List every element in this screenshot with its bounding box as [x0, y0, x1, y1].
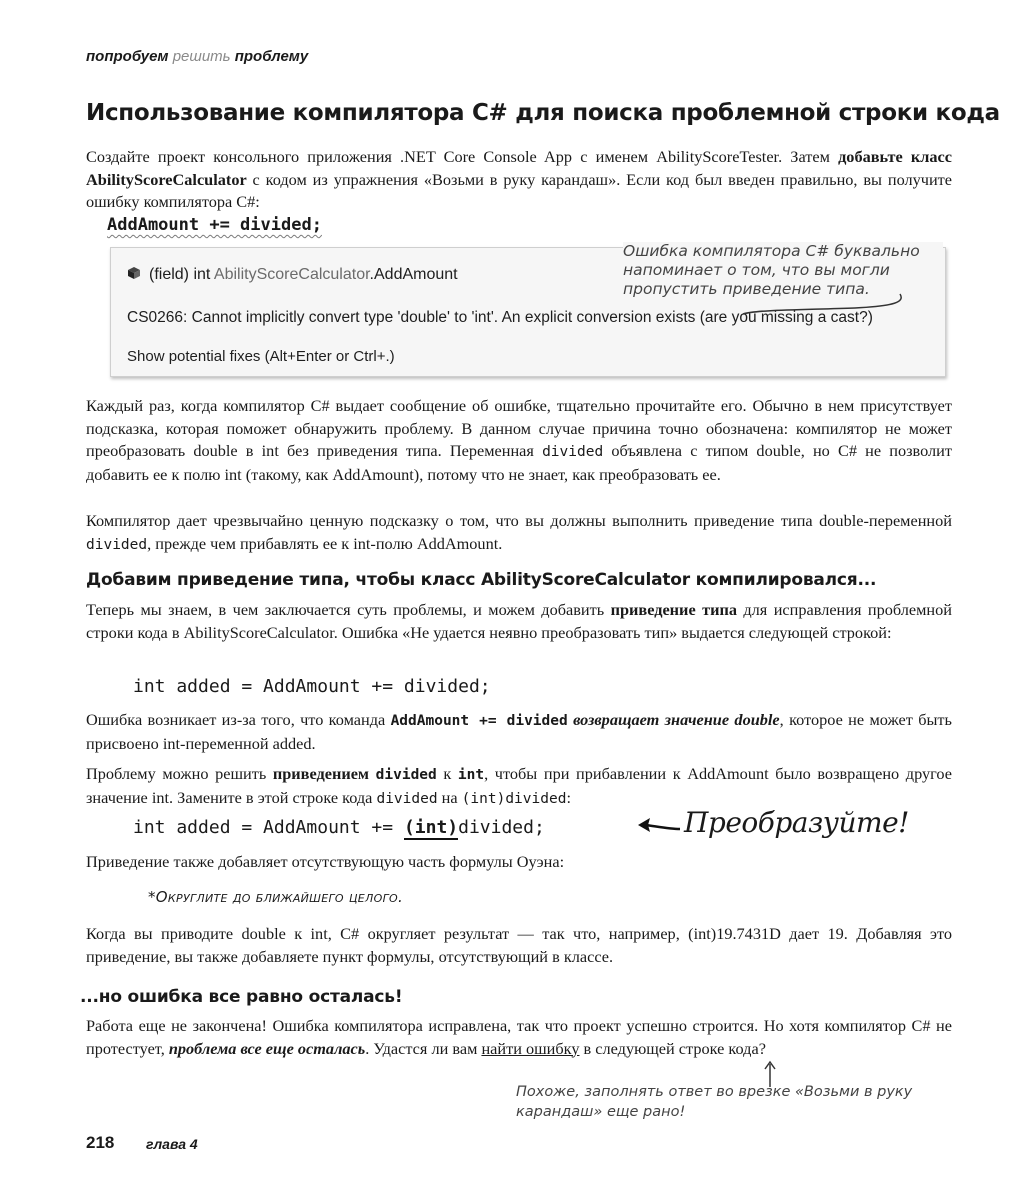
paragraph-add-cast — [86, 599, 952, 644]
para5-text-2: к — [436, 764, 458, 783]
subheading-still-error: ...но ошибка все равно осталась! — [80, 987, 403, 1007]
arrow-left-icon — [634, 815, 684, 839]
intro-text-2: с кодом из упражнения «Возьми в руку карандаш». Если код был введен правильно, вы получите ошибку компилятора C#: — [86, 169, 952, 211]
section-title: Использование компилятора C# для поиска проблемной строки кода — [86, 100, 1000, 126]
field-prefix: (field) int — [149, 266, 214, 283]
header-part1: попробуем — [86, 48, 169, 65]
code-line-cast — [133, 817, 545, 838]
para1-code: divided — [542, 444, 604, 460]
para5-bold: приведением — [272, 764, 370, 783]
para8-text-2: . Удастся ли вам — [365, 1038, 482, 1058]
annotation-convert: Преобразуйте! — [684, 806, 909, 839]
error-line-field — [127, 266, 458, 284]
para3-bold: приведение типа — [610, 600, 737, 619]
show-fixes-shortcut: (Alt+Enter or Ctrl+.) — [260, 348, 395, 365]
para5-code-2: int — [457, 767, 485, 783]
paragraph-rounding: Когда вы приводите double к int, C# округляет результат — так что, например, (int)19.7431D дает 19. Добавляя это приведение, вы также добавляете пункт формулы, отсутствующий в классе. — [86, 924, 952, 966]
intro-paragraph — [86, 146, 952, 214]
code-cast-pre: int added = AddAmount += — [133, 817, 404, 838]
para4-bold-italic: возвращает значение double — [573, 710, 780, 729]
paragraph-read-errors — [86, 395, 952, 486]
para1-text-2: объявлена с типом double, но C# не позволит добавить ее к полю int (такому, как AddAmount), потому что не знает, как преобразовать ее. — [86, 441, 952, 484]
code-cast-highlight: (int) — [403, 817, 459, 838]
code-line-added: int added = AddAmount += divided; — [133, 676, 491, 697]
para8-bold-italic: проблема все еще осталась — [168, 1038, 366, 1058]
formula-rule: *Округлите до ближайшего целого. — [148, 888, 404, 906]
intro-bold: добавьте класс AbilityScoreCalculator — [86, 147, 952, 189]
running-header — [86, 48, 308, 65]
field-member: .AddAmount — [369, 266, 458, 283]
header-part3: проблему — [234, 48, 309, 65]
para5-code-4: (int)divided — [461, 790, 567, 807]
para5-text-5: : — [566, 787, 571, 807]
para4-text-3: , которое не может быть присвоено int-переменной added. — [86, 710, 952, 753]
annotation-compiler-hint: Ошибка компилятора C# буквально напоминает о том, что вы могли пропустить приведение типа. — [623, 242, 943, 299]
para5-text-1: Проблему можно решить — [86, 764, 273, 783]
chapter-label: глава 4 — [146, 1136, 198, 1152]
paragraph-fix — [86, 763, 952, 810]
paragraph-owen-formula: Приведение также добавляет отсутствующую часть формулы Оуэна: — [86, 852, 565, 871]
para5-code-3: divided — [376, 790, 438, 807]
header-part2: решить — [172, 48, 231, 65]
para1-text-1: Каждый раз, когда компилятор C# выдает сообщение об ошибке, тщательно прочитайте его. Обычно в нем присутствует подсказка, которая поможет обнаружить проблему. В данном случае причина точно обозначена: компилятор не может преобразовать double в int без приведения типа. Переменная — [86, 396, 952, 460]
para2-text-1: Компилятор дает чрезвычайно ценную подсказку о том, что вы должны выполнить приведение типа double-переменной — [86, 511, 952, 530]
field-icon — [127, 266, 141, 280]
annotation-curve — [735, 292, 945, 322]
field-class: AbilityScoreCalculator — [213, 266, 370, 283]
annotation-too-early: Похоже, заполнять ответ во врезке «Возьми в руку карандаш» еще рано! — [516, 1084, 913, 1120]
para4-text-1: Ошибка возникает из-за того, что команда — [86, 710, 391, 729]
para8-text-3: в следующей строке кода? — [579, 1038, 766, 1058]
para3-text-1: Теперь мы знаем, в чем заключается суть проблемы, и можем добавить — [86, 600, 611, 619]
para8-underlined: найти ошибку — [481, 1038, 580, 1058]
show-fixes-link[interactable]: Show potential fixes — [127, 348, 261, 365]
error-message: CS0266: Cannot implicitly convert type 'double' to 'int'. An explicit conversion exists (are you missing a cast?) — [127, 309, 873, 326]
paragraph-error-reason — [86, 709, 952, 755]
show-fixes-row — [127, 348, 395, 365]
para2-text-2: , прежде чем прибавлять ее к int-полю AddAmount. — [147, 533, 503, 553]
intro-text-1: Создайте проект консольного приложения .NET Core Console App с именем AbilityScoreTester. Затем — [86, 147, 839, 166]
para3-text-2: для исправления проблемной строки кода в AbilityScoreCalculator. Ошибка «Не удается неявно преобразовать тип» выдается следующей строкой: — [86, 600, 952, 642]
para2-code: divided — [86, 536, 148, 553]
subheading-add-cast: Добавим приведение типа, чтобы класс AbilityScoreCalculator компилировался... — [86, 570, 877, 590]
para8-text-1: Работа еще не закончена! Ошибка компилятора исправлена, так что проект успешно строится. Но хотя компилятор C# не протестует, — [86, 1016, 952, 1058]
page-number: 218 — [86, 1133, 115, 1152]
para5-text-4: на — [437, 787, 462, 807]
code-cast-post: divided; — [458, 817, 545, 838]
para5-text-3: , чтобы при прибавлении к AddAmount было возвращено другое значение int. Замените в этой строке кода — [86, 764, 952, 807]
code-line-error: AddAmount += divided; — [107, 215, 322, 235]
para5-code-1: divided — [375, 767, 437, 783]
paragraph-find-bug — [86, 1015, 952, 1060]
paragraph-hint — [86, 510, 952, 556]
para4-code: AddAmount += divided — [390, 713, 568, 729]
code-with-error — [107, 215, 322, 235]
